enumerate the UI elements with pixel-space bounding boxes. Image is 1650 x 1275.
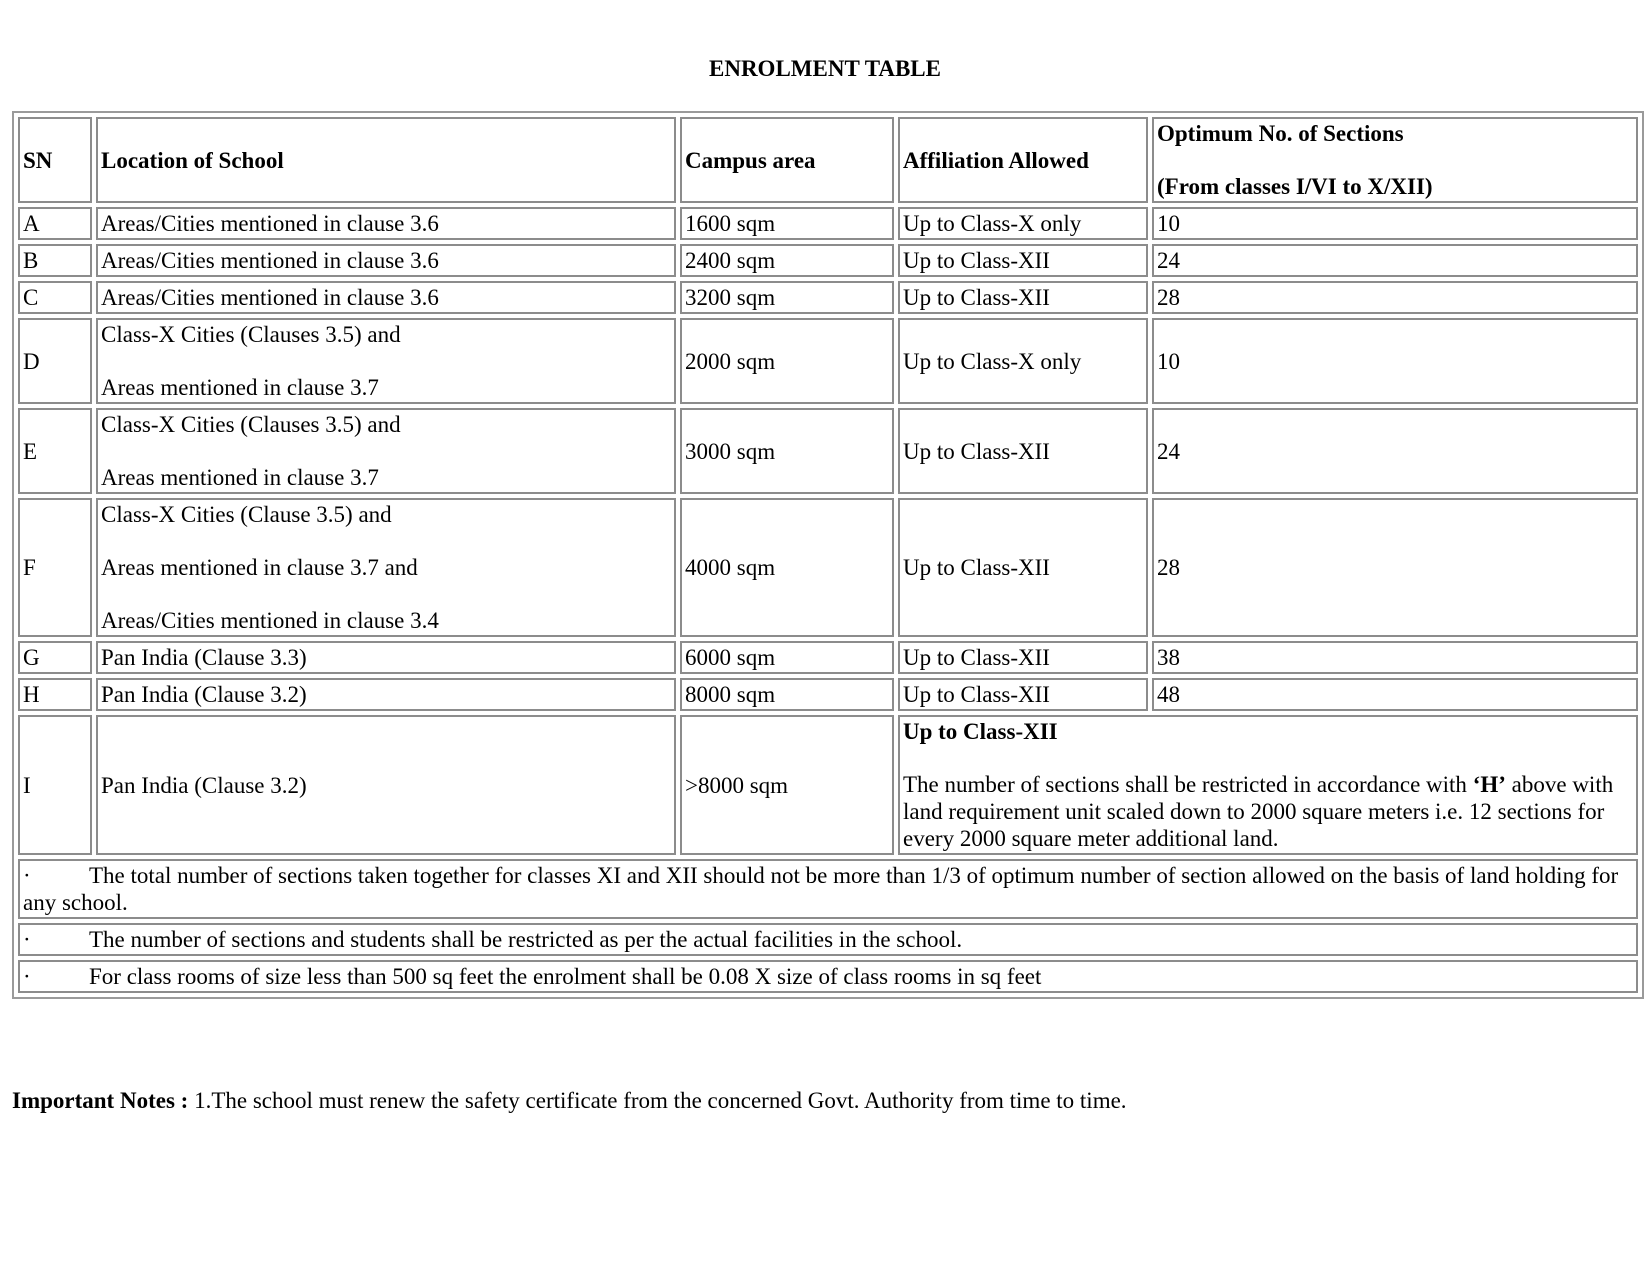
note-row [18,960,1638,993]
table-row [18,281,1638,314]
cell-location: Pan India (Clause 3.2) [96,715,676,855]
cell-sn: E [18,408,92,494]
cell-sn: D [18,318,92,404]
cell-location [96,207,676,240]
note-row [18,923,1638,956]
cell-sn: G [18,641,92,674]
cell-affiliation: Up to Class-XII [898,498,1148,637]
note-text: The total number of sections taken together for classes XI and XII should not be more than 1/3 of optimum number of section allowed on the basis of land holding for any school. [23,863,1619,915]
cell-location-line: Class-X Cities (Clauses 3.5) and [101,322,401,347]
cell-sections: 24 [1152,244,1638,277]
cell-affiliation: Up to Class-X only [898,207,1148,240]
note-text: For class rooms of size less than 500 sq feet the enrolment shall be 0.08 X size of class rooms in sq feet [89,964,1042,989]
cell-location-line: Areas/Cities mentioned in clause 3.6 [101,211,439,236]
table-row [18,318,1638,404]
cell-location-line: Pan India (Clause 3.2) [101,682,307,707]
cell-affiliation: Up to Class-XII [898,244,1148,277]
cell-sections: 10 [1152,207,1638,240]
table-row [18,678,1638,711]
cell-campus-area: 6000 sqm [680,641,894,674]
cell-location [96,318,676,404]
cell-sections: 28 [1152,281,1638,314]
cell-affiliation: Up to Class-XII [898,408,1148,494]
header-sections-line1: Optimum No. of Sections [1157,121,1404,146]
cell-location-line: Areas/Cities mentioned in clause 3.4 [101,608,439,633]
cell-sections: 10 [1152,318,1638,404]
cell-affiliation-sections-merged [898,715,1638,855]
cell-sn: C [18,281,92,314]
note-cell [18,960,1638,993]
cell-location-line: Class-X Cities (Clauses 3.5) and [101,412,401,437]
header-affiliation: Affiliation Allowed [898,117,1148,203]
cell-location-line: Class-X Cities (Clause 3.5) and [101,502,392,527]
page-title: ENROLMENT TABLE [709,56,941,81]
cell-campus-area: 8000 sqm [680,678,894,711]
cell-campus-area: 1600 sqm [680,207,894,240]
cell-campus-area: 2000 sqm [680,318,894,404]
cell-location [96,641,676,674]
restriction-text-bold: ‘H’ [1472,772,1506,797]
note-cell [18,859,1638,919]
cell-affiliation: Up to Class-X only [898,318,1148,404]
cell-location-line: Areas mentioned in clause 3.7 [101,465,379,490]
table-row [18,408,1638,494]
cell-location-line: Areas mentioned in clause 3.7 and [101,555,418,580]
cell-affiliation: Up to Class-XII [898,641,1148,674]
bullet-icon: · [23,863,31,888]
cell-location-line: Areas/Cities mentioned in clause 3.6 [101,285,439,310]
header-campus-area: Campus area [680,117,894,203]
cell-location [96,498,676,637]
bullet-icon: · [23,964,31,989]
cell-campus-area: 2400 sqm [680,244,894,277]
enrolment-table [12,111,1644,999]
table-row [18,715,1638,855]
cell-sn: I [18,715,92,855]
important-notes-text: 1.The school must renew the safety certificate from the concerned Govt. Authority from time to time. [188,1088,1127,1113]
header-location: Location of School [96,117,676,203]
cell-campus-area: 4000 sqm [680,498,894,637]
cell-location [96,281,676,314]
table-row [18,207,1638,240]
important-notes-label: Important Notes : [12,1088,189,1113]
table-row [18,641,1638,674]
header-sections-line2: (From classes I/VI to X/XII) [1157,174,1433,199]
cell-location-line: Areas/Cities mentioned in clause 3.6 [101,248,439,273]
restriction-text-before: The number of sections shall be restricted in accordance with [903,772,1473,797]
restriction-text [903,771,1633,852]
important-notes [12,1088,1127,1114]
table-row [18,498,1638,637]
cell-location [96,244,676,277]
cell-sn: A [18,207,92,240]
bullet-icon: · [23,927,31,952]
cell-sn: F [18,498,92,637]
header-sections [1152,117,1638,203]
cell-sn: B [18,244,92,277]
cell-sections: 24 [1152,408,1638,494]
restriction-text-after: above with land requirement unit scaled down to 2000 square meters i.e. 12 sections for every 2000 square meter additional land. [903,772,1614,851]
cell-location-line: Pan India (Clause 3.3) [101,645,307,670]
cell-affiliation: Up to Class-XII [898,678,1148,711]
cell-affiliation: Up to Class-XII [898,281,1148,314]
cell-sn: H [18,678,92,711]
cell-location [96,408,676,494]
cell-sections: 48 [1152,678,1638,711]
note-cell [18,923,1638,956]
note-row [18,859,1638,919]
table-row [18,244,1638,277]
table-header-row [18,117,1638,203]
header-sn: SN [18,117,92,203]
cell-location-line: Areas mentioned in clause 3.7 [101,375,379,400]
cell-location [96,678,676,711]
cell-campus-area: 3000 sqm [680,408,894,494]
cell-campus-area: 3200 sqm [680,281,894,314]
cell-sections: 38 [1152,641,1638,674]
cell-campus-area: >8000 sqm [680,715,894,855]
cell-sections: 28 [1152,498,1638,637]
affiliation-bold: Up to Class-XII [903,719,1058,744]
note-text: The number of sections and students shall be restricted as per the actual facilities in the school. [89,927,963,952]
